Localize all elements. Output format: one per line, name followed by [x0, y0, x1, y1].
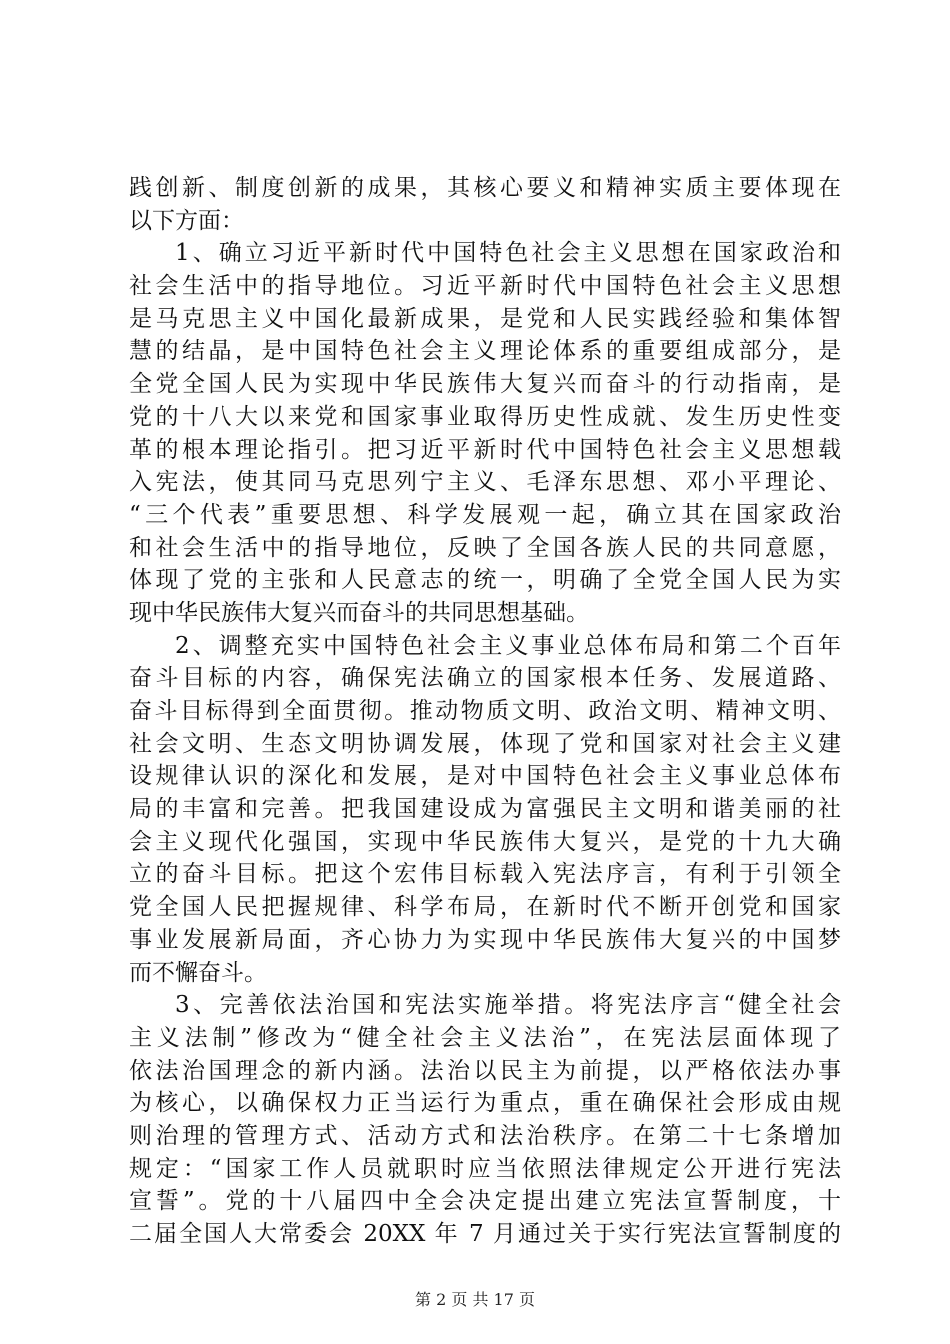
- body-line: 宣誓”。党的十八届四中全会决定提出建立宪法宣誓制度，十: [129, 1188, 841, 1215]
- body-line: 设规律认识的深化和发展，是对中国特色社会主义事业总体布: [129, 763, 841, 790]
- body-line: 则治理的管理方式、活动方式和法治秩序。在第二十七条增加: [129, 1122, 841, 1149]
- body-line: 会主义现代化强国，实现中华民族伟大复兴，是党的十九大确: [129, 828, 841, 855]
- body-line: 2、调整充实中国特色社会主义事业总体布局和第二个百年: [175, 632, 841, 659]
- body-line: 党全国人民把握规律、科学布局，在新时代不断开创党和国家: [129, 894, 841, 921]
- body-line: “三个代表”重要思想、科学发展观一起，确立其在国家政治: [129, 501, 841, 528]
- body-line: 党的十八大以来党和国家事业取得历史性成就、发生历史性变: [129, 403, 841, 430]
- page-footer: [0, 1290, 950, 1310]
- body-line: 规定：“国家工作人员就职时应当依照法律规定公开进行宪法: [129, 1155, 841, 1182]
- body-line: 入宪法，使其同马克思列宁主义、毛泽东思想、邓小平理论、: [129, 469, 841, 496]
- body-line: 是马克思主义中国化最新成果，是党和人民实践经验和集体智: [129, 305, 841, 332]
- document-body: [129, 172, 841, 1251]
- body-line: 奋斗目标的内容，确保宪法确立的国家根本任务、发展道路、: [129, 665, 841, 692]
- body-line: 和社会生活中的指导地位，反映了全国各族人民的共同意愿，: [129, 534, 841, 561]
- page-number-label: 第 2 页 共 17 页: [415, 1290, 535, 1309]
- body-line: 社会文明、生态文明协调发展，体现了党和国家对社会主义建: [129, 730, 841, 757]
- body-line: 体现了党的主张和人民意志的统一，明确了全党全国人民为实: [129, 567, 841, 594]
- body-line: 而不懈奋斗。: [129, 959, 267, 986]
- body-line: 二届全国人大常委会 20XX 年 7 月通过关于实行宪法宣誓制度的: [129, 1221, 841, 1247]
- body-line: 依法治国理念的新内涵。法治以民主为前提，以严格依法办事: [129, 1057, 841, 1084]
- body-line: 事业发展新局面，齐心协力为实现中华民族伟大复兴的中国梦: [129, 926, 841, 953]
- body-line: 以下方面：: [129, 207, 244, 234]
- body-line: 奋斗目标得到全面贯彻。推动物质文明、政治文明、精神文明、: [129, 698, 841, 724]
- body-line: 践创新、制度创新的成果，其核心要义和精神实质主要体现在: [129, 175, 841, 201]
- body-line: 3、完善依法治国和宪法实施举措。将宪法序言“健全社会: [175, 992, 841, 1019]
- body-line: 局的丰富和完善。把我国建设成为富强民主文明和谐美丽的社: [129, 796, 841, 823]
- body-line: 社会生活中的指导地位。习近平新时代中国特色社会主义思想: [129, 273, 841, 300]
- body-line: 立的奋斗目标。把这个宏伟目标载入宪法序言，有利于引领全: [129, 861, 841, 888]
- body-line: 1、确立习近平新时代中国特色社会主义思想在国家政治和: [175, 240, 841, 267]
- body-line: 革的根本理论指引。把习近平新时代中国特色社会主义思想载: [129, 436, 841, 463]
- body-line: 为核心，以确保权力正当运行为重点，重在确保社会形成由规: [129, 1090, 841, 1117]
- body-line: 主义法制”修改为“健全社会主义法治”，在宪法层面体现了: [129, 1024, 841, 1051]
- body-line: 全党全国人民为实现中华民族伟大复兴而奋斗的行动指南，是: [129, 371, 841, 398]
- body-line: 慧的结晶，是中国特色社会主义理论体系的重要组成部分，是: [129, 338, 841, 365]
- body-line: 现中华民族伟大复兴而奋斗的共同思想基础。: [129, 599, 589, 626]
